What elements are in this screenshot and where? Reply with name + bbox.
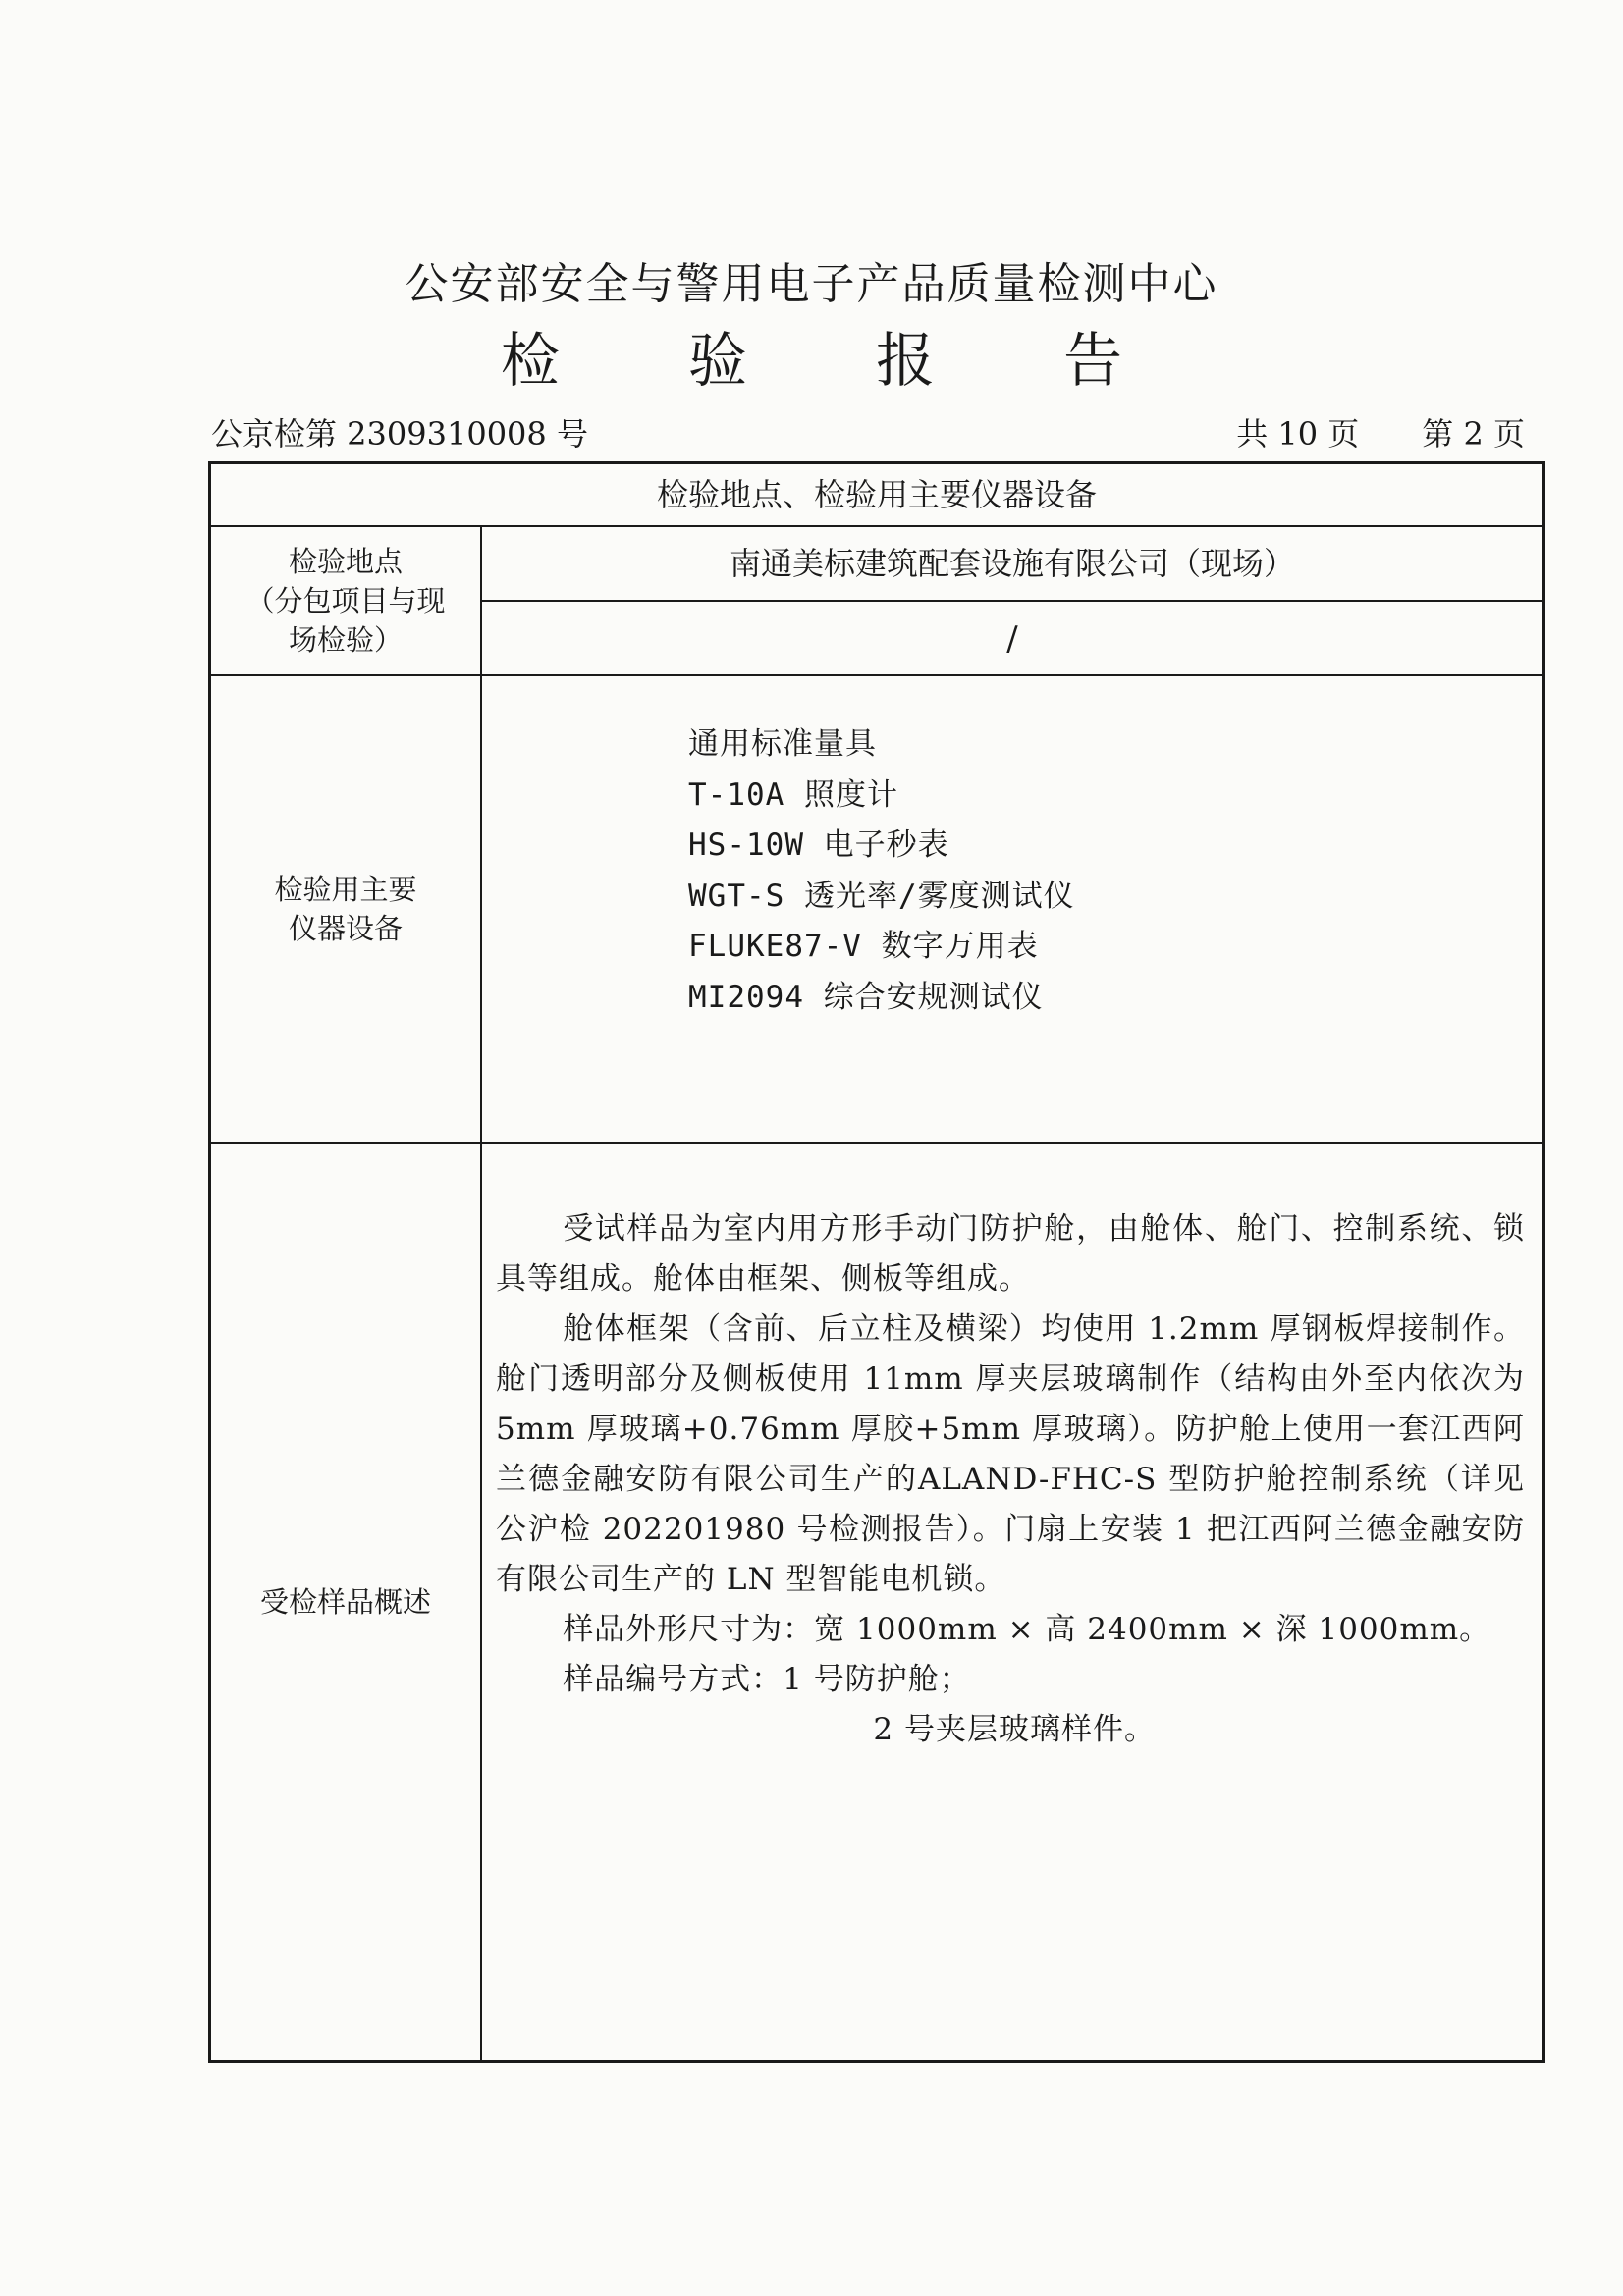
location-value: 南通美标建筑配套设施有限公司（现场） xyxy=(482,527,1542,602)
instrument-item: 通用标准量具 xyxy=(688,726,877,762)
summary-numbering-sub: 2 号夹层玻璃样件。 xyxy=(873,1712,1156,1747)
summary-dimensions: 样品外形尺寸为：宽 1000mm × 高 2400mm × 深 1000mm。 xyxy=(563,1612,1491,1647)
instrument-item: WGT-S 透光率/雾度测试仪 xyxy=(688,878,1075,914)
organization-name: 公安部安全与警用电子产品质量检测中心 xyxy=(405,259,1218,309)
report-table xyxy=(208,461,1545,2063)
instrument-item: T-10A 照度计 xyxy=(688,776,898,813)
instruments-row xyxy=(211,676,1542,1144)
sample-summary-label: 受检样品概述 xyxy=(211,1144,482,2060)
instrument-list xyxy=(688,720,1075,1023)
location-row xyxy=(211,527,1542,676)
location-label xyxy=(211,527,482,674)
instrument-item: FLUKE87-V 数字万用表 xyxy=(688,929,1039,964)
report-title: 检 验 报 告 xyxy=(500,327,1178,396)
sample-summary-row xyxy=(211,1144,1542,2060)
instrument-item: HS-10W 电子秒表 xyxy=(688,828,949,863)
subcontract-location-value: / xyxy=(1006,619,1018,659)
instruments-label-text: 检验用主要 仪器设备 xyxy=(274,873,417,945)
instruments-value-cell xyxy=(482,676,1542,1142)
sample-summary-cell xyxy=(482,1144,1542,2060)
sample-summary-text xyxy=(496,1204,1525,1755)
summary-numbering: 样品编号方式：1 号防护舱； xyxy=(563,1662,971,1697)
section-title: 检验地点、检验用主要仪器设备 xyxy=(211,464,1542,527)
instrument-item: MI2094 综合安规测试仪 xyxy=(688,979,1044,1015)
summary-paragraph: 受试样品为室内用方形手动门防护舱，由舱体、舱门、控制系统、锁具等组成。舱体由框架、侧板等组成。 xyxy=(496,1211,1525,1297)
location-label-text: 检验地点 （分包项目与现 场检验） xyxy=(245,545,446,657)
page-info xyxy=(1236,412,1525,455)
summary-paragraph: 舱体框架（含前、后立柱及横梁）均使用 1.2mm 厚钢板焊接制作。舱门透明部分及侧板使用 11mm 厚夹层玻璃制作（结构由外至内依次为 5mm 厚玻璃+0.76mm 厚胶+5mm 厚玻璃）。防护舱上使用一套江西阿兰德金融安防有限公司生产的ALAND-FHC-S 型防护舱控制系统（详见公沪检 202201980 号检测报告）。门扇上安装 1 把江西阿兰德金融安防有限公司生产的 LN 型智能电机锁。 xyxy=(496,1311,1525,1597)
report-number: 公京检第 2309310008 号 xyxy=(211,415,588,453)
location-value-cell xyxy=(482,527,1542,674)
instruments-label xyxy=(211,676,482,1142)
current-page: 第 2 页 xyxy=(1422,415,1525,453)
total-pages: 共 10 页 xyxy=(1236,415,1360,453)
